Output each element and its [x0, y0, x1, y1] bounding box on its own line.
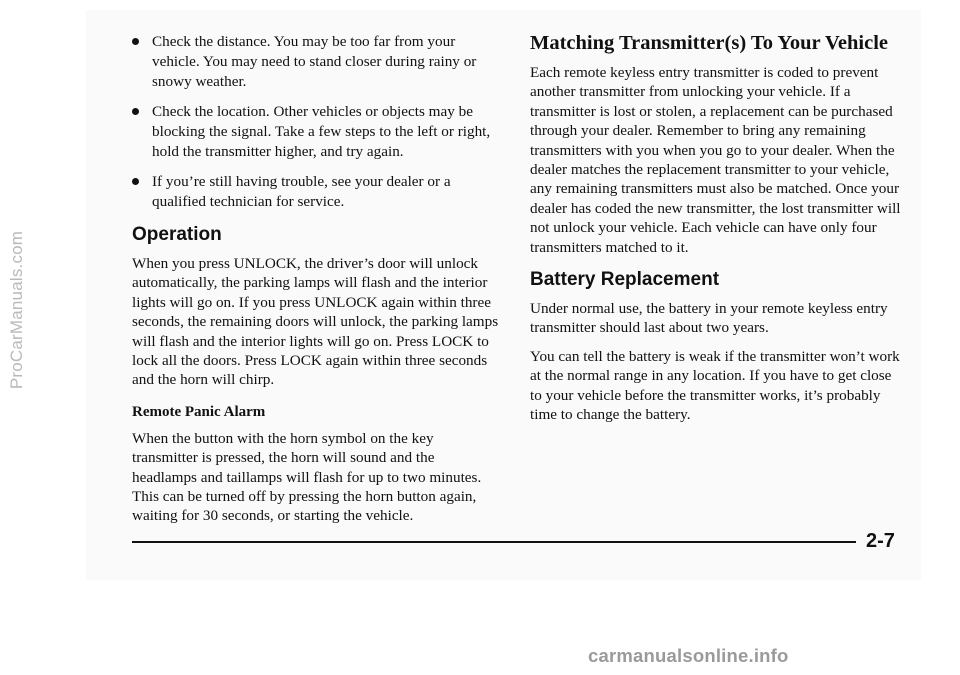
operation-paragraph: When you press UNLOCK, the driver’s door will unlock automatically, the parking lamps will flash and the interior lights will go on. If you press UNLOCK again within three seconds, the remaining doors will unlock, the parking lamps will flash and the interior lights will go on. Press LOCK to lock all the doors. Press LOCK again within three seconds and the horn will chirp. [132, 255, 499, 389]
battery-paragraph-2: You can tell the battery is weak if the transmitter won’t work at the normal range in any location. If you have to get close to your vehicle before the transmitter works, it’s probably time to change the battery. [530, 347, 900, 424]
bullet-text: Check the distance. You may be too far from your vehicle. You may need to stand closer during rainy or snowy weather. [152, 33, 477, 90]
battery-paragraph-1: Under normal use, the battery in your remote keyless entry transmitter should last about two years. [530, 300, 888, 337]
footer-rule [132, 541, 856, 543]
bullet-item [132, 102, 500, 162]
matching-heading: Matching Transmitter(s) To Your Vehicle [530, 32, 888, 54]
bottom-watermark: carmanualsonline.info [588, 645, 789, 666]
panic-alarm-heading: Remote Panic Alarm [132, 403, 266, 420]
battery-heading: Battery Replacement [530, 269, 720, 291]
right-column [530, 32, 902, 434]
left-column [132, 32, 500, 535]
bullet-text: If you’re still having trouble, see your dealer or a qualified technician for service. [152, 173, 451, 210]
side-watermark [4, 40, 30, 580]
bullet-text: Check the location. Other vehicles or objects may be blocking the signal. Take a few steps to the left or right, hold the transmitter higher, and try again. [152, 103, 491, 160]
matching-paragraph: Each remote keyless entry transmitter is coded to prevent another transmitter from unlocking your vehicle. If a transmitter is lost or stolen, a replacement can be purchased through your dealer. Remember to bring any remaining transmitters with you when you go to your dealer. When the dealer matches the replacement transmitter to your vehicle, any remaining transmitters must also be matched. Once your dealer has coded the new transmitter, the lost transmitter will not unlock your vehicle. Each vehicle can have only four transmitters matched to it. [530, 64, 901, 256]
bullet-icon [132, 38, 139, 45]
bullet-item [132, 172, 500, 212]
bullet-icon [132, 178, 139, 185]
panic-alarm-paragraph: When the button with the horn symbol on the key transmitter is pressed, the horn will sound and the headlamps and taillamps will flash for up to two minutes. This can be turned off by pressing the horn button again, waiting for 30 seconds, or starting the vehicle. [132, 429, 482, 525]
bullet-icon [132, 108, 139, 115]
page-number: 2-7 [866, 530, 895, 552]
side-watermark-text: ProCarManuals.com [7, 230, 26, 390]
bullet-item [132, 32, 500, 92]
operation-heading: Operation [132, 224, 222, 245]
